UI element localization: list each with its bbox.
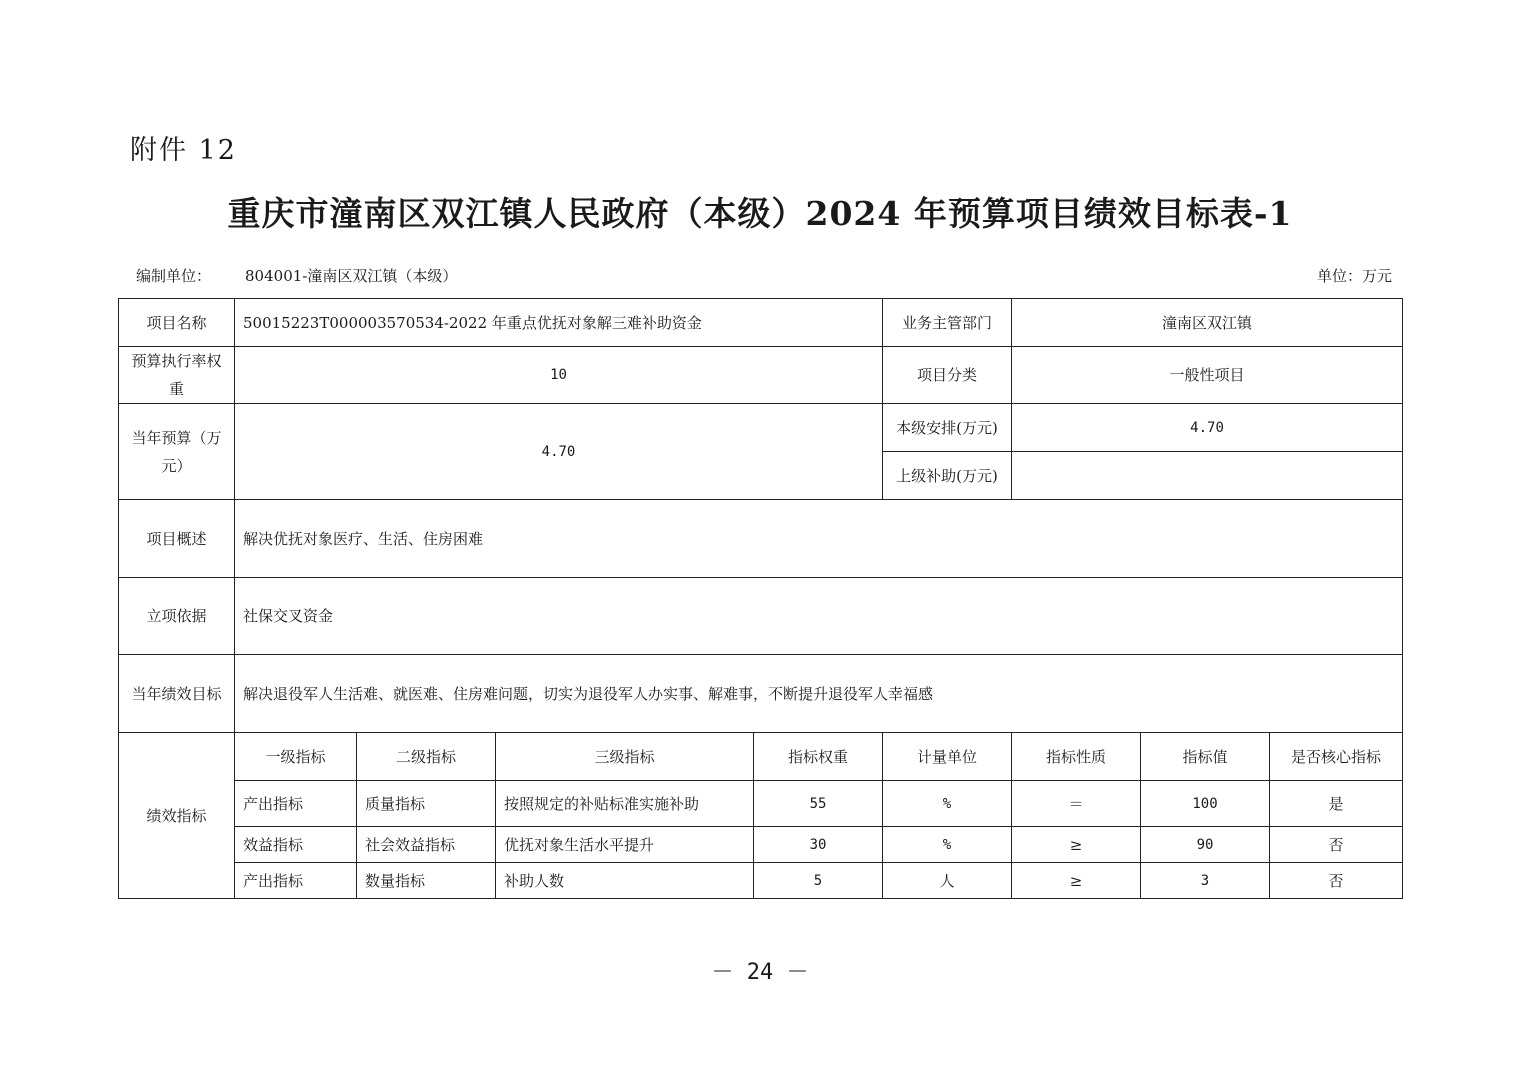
overview-value: 解决优抚对象医疗、生活、住房困难 (235, 500, 1403, 578)
unit-note: 单位：万元 (1316, 267, 1392, 285)
indicator-unit: % (883, 827, 1012, 863)
indicator-level2: 数量指标 (357, 863, 496, 899)
header-nature: 指标性质 (1012, 733, 1141, 781)
indicator-weight: 30 (754, 827, 883, 863)
project-name-label: 项目名称 (119, 299, 235, 347)
indicator-value: 90 (1141, 827, 1270, 863)
indicator-level1: 产出指标 (235, 863, 357, 899)
dept-label: 业务主管部门 (883, 299, 1012, 347)
page-number: － 24 － (711, 960, 809, 985)
annual-budget-value: 4.70 (235, 404, 883, 500)
indicator-weight: 5 (754, 863, 883, 899)
superior-subsidy-value (1012, 452, 1403, 500)
indicators-label: 绩效指标 (119, 733, 235, 899)
indicator-level1: 效益指标 (235, 827, 357, 863)
dept-value: 潼南区双江镇 (1012, 299, 1403, 347)
indicator-level1: 产出指标 (235, 781, 357, 827)
indicator-core: 否 (1270, 827, 1403, 863)
indicator-level3: 按照规定的补贴标准实施补助 (496, 781, 754, 827)
table-row (119, 500, 1403, 578)
table-row (119, 578, 1403, 655)
header-unit: 计量单位 (883, 733, 1012, 781)
basis-label: 立项依据 (119, 578, 235, 655)
exec-weight-label: 预算执行率权重 (119, 347, 235, 404)
indicator-header-row (119, 733, 1403, 781)
indicator-weight: 55 (754, 781, 883, 827)
overview-label: 项目概述 (119, 500, 235, 578)
indicator-level2: 社会效益指标 (357, 827, 496, 863)
header-value: 指标值 (1141, 733, 1270, 781)
own-arrangement-label: 本级安排(万元) (883, 404, 1012, 452)
header-level1: 一级指标 (235, 733, 357, 781)
annual-goal-value: 解决退役军人生活难、就医难、住房难问题，切实为退役军人办实事、解难事，不断提升退役军人幸福感 (235, 655, 1403, 733)
indicator-nature: ≥ (1012, 863, 1141, 899)
indicator-level3: 补助人数 (496, 863, 754, 899)
exec-weight-value: 10 (235, 347, 883, 404)
compiler-value: 804001-潼南区双江镇（本级） (245, 267, 458, 285)
superior-subsidy-label: 上级补助(万元) (883, 452, 1012, 500)
basis-value: 社保交叉资金 (235, 578, 1403, 655)
compiler-label: 编制单位： (136, 267, 212, 285)
own-arrangement-value: 4.70 (1012, 404, 1403, 452)
indicator-row (119, 827, 1403, 863)
attachment-label: 附件 12 (130, 135, 237, 166)
table-row (119, 655, 1403, 733)
table-row (119, 404, 1403, 452)
indicator-unit: % (883, 781, 1012, 827)
category-label: 项目分类 (883, 347, 1012, 404)
header-level2: 二级指标 (357, 733, 496, 781)
document-title: 重庆市潼南区双江镇人民政府（本级）2024 年预算项目绩效目标表-1 (227, 194, 1293, 233)
header-level3: 三级指标 (496, 733, 754, 781)
indicator-level2: 质量指标 (357, 781, 496, 827)
header-core: 是否核心指标 (1270, 733, 1403, 781)
indicator-level3: 优抚对象生活水平提升 (496, 827, 754, 863)
indicator-nature: ＝ (1012, 781, 1141, 827)
annual-budget-label: 当年预算（万元） (119, 404, 235, 500)
compiler-info (136, 265, 457, 286)
indicator-core: 否 (1270, 863, 1403, 899)
performance-target-table (118, 298, 1403, 899)
indicator-row (119, 863, 1403, 899)
indicator-core: 是 (1270, 781, 1403, 827)
indicator-unit: 人 (883, 863, 1012, 899)
indicator-value: 100 (1141, 781, 1270, 827)
table-row (119, 299, 1403, 347)
category-value: 一般性项目 (1012, 347, 1403, 404)
header-weight: 指标权重 (754, 733, 883, 781)
indicator-nature: ≥ (1012, 827, 1141, 863)
project-name-value: 50015223T000003570534-2022 年重点优抚对象解三难补助资金 (235, 299, 883, 347)
table-row (119, 347, 1403, 404)
indicator-row (119, 781, 1403, 827)
indicator-value: 3 (1141, 863, 1270, 899)
annual-goal-label: 当年绩效目标 (119, 655, 235, 733)
